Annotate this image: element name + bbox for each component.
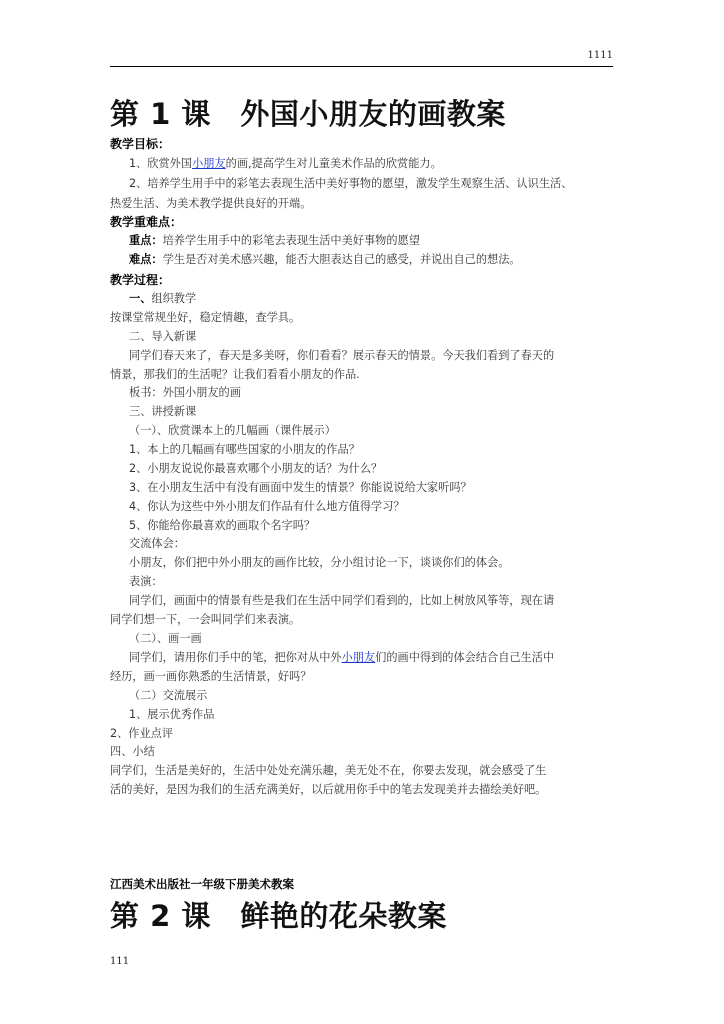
step-3-part-1: （一）、欣赏课本上的几幅画（课件展示） [129, 424, 336, 437]
friends-link-2[interactable]: 小朋友 [341, 651, 376, 664]
step-2-line-a: 同学们春天来了，春天是多美呀，你们看看？展示春天的情景。今天我们看到了春天的 [129, 349, 555, 362]
perform-line-a: 同学们，画面中的情景有些是我们在生活中同学们看到的，比如上树放风筝等，现在请 [129, 594, 555, 607]
step-3: 三、讲授新课 [129, 405, 197, 418]
difficult-point [129, 251, 521, 267]
process-heading: 教学过程： [110, 273, 171, 287]
lesson1-title: 第 1 课 外国小朋友的画教案 [110, 97, 506, 131]
goal-1 [129, 155, 442, 171]
friends-link[interactable]: 小朋友 [192, 157, 226, 170]
draw-line-b: 经历，画一画你熟悉的生活情景，好吗？ [110, 670, 312, 683]
step-3-part-3: （二）交流展示 [129, 689, 208, 702]
perform-heading: 表演： [129, 575, 163, 588]
header-rule [110, 66, 613, 67]
header-page-number: 1111 [587, 50, 613, 61]
perform-line-b: 同学们想一下，一会叫同学们来表演。 [110, 613, 301, 626]
diff-label: 难点： [129, 253, 163, 266]
question-3: 3、在小朋友生活中有没有画面中发生的情景？你能说说给大家听吗？ [129, 481, 472, 494]
footer-page-number: 111 [110, 956, 130, 967]
question-5: 5、你能给你最喜欢的画取个名字吗？ [129, 519, 316, 532]
show-item-1: 1、展示优秀作品 [129, 708, 215, 721]
lesson2-publisher: 江西美术出版社一年级下册美术教案 [110, 877, 294, 891]
exchange-heading: 交流体会： [129, 537, 185, 550]
summary-line-b: 活的美好，是因为我们的生活充满美好，以后就用你手中的笔去发现美并去描绘美好吧。 [110, 783, 547, 796]
exchange-text: 小朋友，你们把中外小朋友的画作比较，分小组讨论一下，谈谈你们的体会。 [129, 556, 510, 569]
step-4: 四、小结 [110, 745, 155, 758]
question-4: 4、你认为这些中外小朋友们作品有什么地方值得学习？ [129, 500, 405, 513]
key-text: 培养学生用手中的彩笔去表现生活中美好事物的愿望 [162, 234, 420, 247]
draw-pre: 同学们，请用你们手中的笔，把你对从中外 [129, 651, 342, 664]
goal-2-line-b: 热爱生活、为美术教学提供良好的开端。 [110, 197, 312, 210]
goal-1-post: 的画,提高学生对儿童美术作品的欣赏能力。 [225, 157, 442, 170]
goals-heading: 教学目标： [110, 137, 171, 151]
step-1-detail: 按课堂常规坐好，稳定情趣，查学具。 [110, 311, 301, 324]
step-2-line-b: 情景，那我们的生活呢？让我们看看小朋友的作品. [110, 368, 360, 381]
key-point [129, 232, 420, 248]
key-label: 重点： [129, 234, 163, 247]
goal-1-pre: 1、欣赏外国 [129, 157, 193, 170]
question-2: 2、小朋友说说你最喜欢哪个小朋友的话？为什么？ [129, 462, 383, 475]
show-item-2: 2、作业点评 [110, 727, 174, 740]
board-writing: 板书：外国小朋友的画 [129, 386, 241, 399]
goal-2-line-a: 2、培养学生用手中的彩笔去表现生活中美好事物的愿望，激发学生观察生活、认识生活、 [129, 177, 573, 190]
step-3-part-2: （二）、画一画 [129, 632, 202, 645]
step-2: 二、导入新课 [129, 330, 197, 343]
step-1-label: 一、 [129, 292, 152, 305]
lesson2-title: 第 2 课 鲜艳的花朵教案 [110, 899, 447, 933]
draw-post: 们的画中得到的体会结合自己生活中 [375, 651, 555, 664]
step-1-text: 组织教学 [151, 292, 197, 305]
step-1 [129, 290, 196, 306]
keypoints-heading: 教学重难点： [110, 215, 183, 229]
diff-text: 学生是否对美术感兴趣，能否大胆表达自己的感受，并说出自己的想法。 [162, 253, 521, 266]
summary-line-a: 同学们，生活是美好的，生活中处处充满乐趣，美无处不在，你要去发现，就会感受了生 [110, 764, 547, 777]
question-1: 1、本上的几幅画有哪些国家的小朋友的作品？ [129, 443, 360, 456]
draw-line-a [129, 649, 554, 665]
